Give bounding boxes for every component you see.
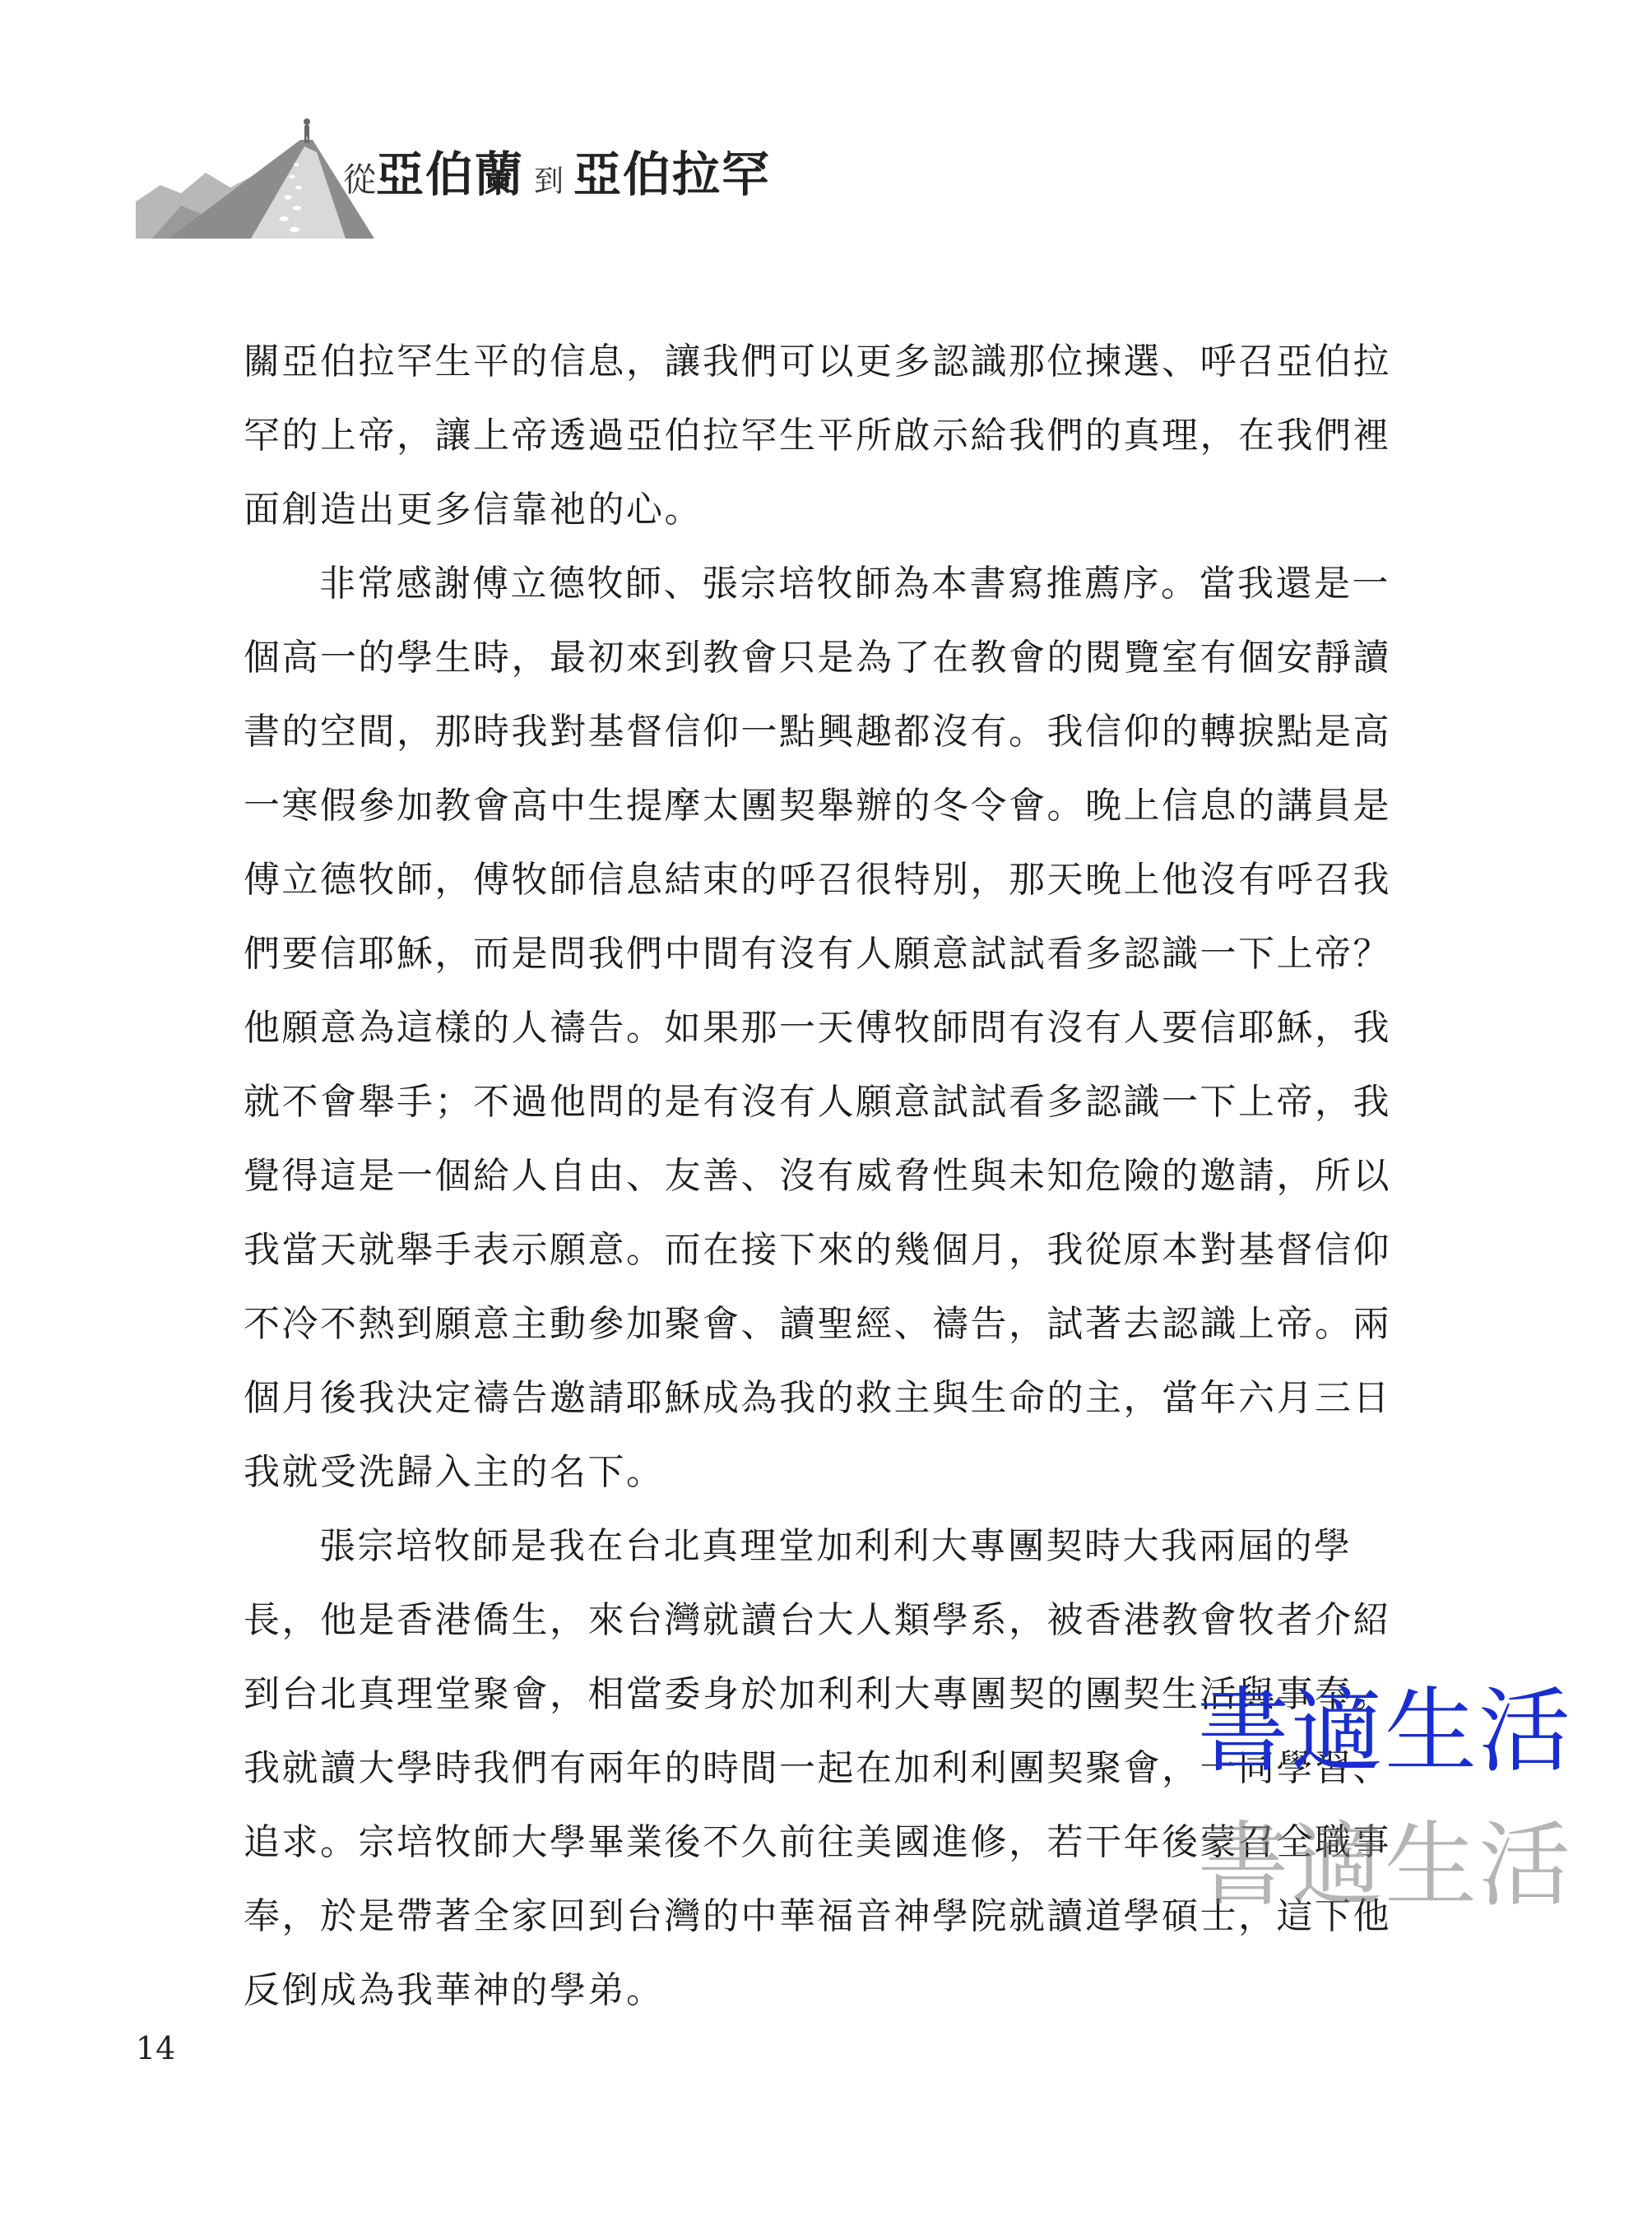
running-header xyxy=(136,115,794,239)
title-part-2: 亞伯拉罕 xyxy=(573,146,772,202)
paragraph-1 xyxy=(244,325,1412,547)
title-connector: 到 xyxy=(534,165,564,198)
text-line: 他願意為這樣的人禱告。如果那一天傅牧師問有沒有人要信耶穌，我 xyxy=(244,1007,1391,1049)
watermark-gray: 書適生活 xyxy=(1197,1812,1572,1919)
title-prefix: 從 xyxy=(343,161,376,199)
text-line: 書的空間，那時我對基督信仰一點興趣都沒有。我信仰的轉捩點是高 xyxy=(244,711,1391,753)
text-line: 反倒成為我華神的學弟。 xyxy=(244,1969,665,2011)
text-line: 們要信耶穌，而是問我們中間有沒有人願意試試看多認識一下上帝？ xyxy=(244,933,1391,975)
text-line: 關亞伯拉罕生平的信息，讓我們可以更多認識那位揀選、呼召亞伯拉 xyxy=(244,341,1391,383)
watermark-blue: 書適生活 xyxy=(1197,1678,1572,1785)
text-line: 長，他是香港僑生，來台灣就讀台大人類學系，被香港教會牧者介紹 xyxy=(244,1599,1391,1641)
text-line: 覺得這是一個給人自由、友善、沒有威脅性與未知危險的邀請，所以 xyxy=(244,1155,1391,1197)
page-number: 14 xyxy=(136,2030,176,2066)
text-line: 我就受洗歸入主的名下。 xyxy=(244,1451,665,1493)
text-line: 到台北真理堂聚會，相當委身於加利利大專團契的團契生活與事奉。 xyxy=(244,1673,1391,1715)
text-line: 我當天就舉手表示願意。而在接下來的幾個月，我從原本對基督信仰 xyxy=(244,1229,1391,1271)
mountain-path-illustration xyxy=(136,115,374,239)
text-line: 非常感謝傅立德牧師、張宗培牧師為本書寫推薦序。當我還是一 xyxy=(319,563,1390,605)
text-line: 就不會舉手；不過他問的是有沒有人願意試試看多認識一下上帝，我 xyxy=(244,1081,1391,1123)
text-line: 傅立德牧師，傅牧師信息結束的呼召很特別，那天晚上他沒有呼召我 xyxy=(244,859,1391,901)
paragraph-2 xyxy=(244,547,1412,1509)
text-line: 我就讀大學時我們有兩年的時間一起在加利利團契聚會，一同學習、 xyxy=(244,1747,1391,1789)
text-line: 奉，於是帶著全家回到台灣的中華福音神學院就讀道學碩士，這下他 xyxy=(244,1895,1391,1937)
book-title xyxy=(343,136,771,202)
text-line: 不冷不熱到願意主動參加聚會、讀聖經、禱告，試著去認識上帝。兩 xyxy=(244,1303,1391,1345)
text-line: 追求。宗培牧師大學畢業後不久前往美國進修，若干年後蒙召全職事 xyxy=(244,1821,1391,1863)
title-part-1: 亞伯蘭 xyxy=(376,146,525,202)
text-line: 個月後我決定禱告邀請耶穌成為我的救主與生命的主，當年六月三日 xyxy=(244,1377,1391,1419)
text-line: 一寒假參加教會高中生提摩太團契舉辦的冬令會。晚上信息的講員是 xyxy=(244,785,1391,827)
text-line: 罕的上帝，讓上帝透過亞伯拉罕生平所啟示給我們的真理，在我們裡 xyxy=(244,415,1391,457)
text-line: 張宗培牧師是我在台北真理堂加利利大專團契時大我兩屆的學 xyxy=(319,1525,1353,1567)
text-line: 面創造出更多信靠祂的心。 xyxy=(244,489,703,531)
text-line: 個高一的學生時，最初來到教會只是為了在教會的閱覽室有個安靜讀 xyxy=(244,637,1391,679)
